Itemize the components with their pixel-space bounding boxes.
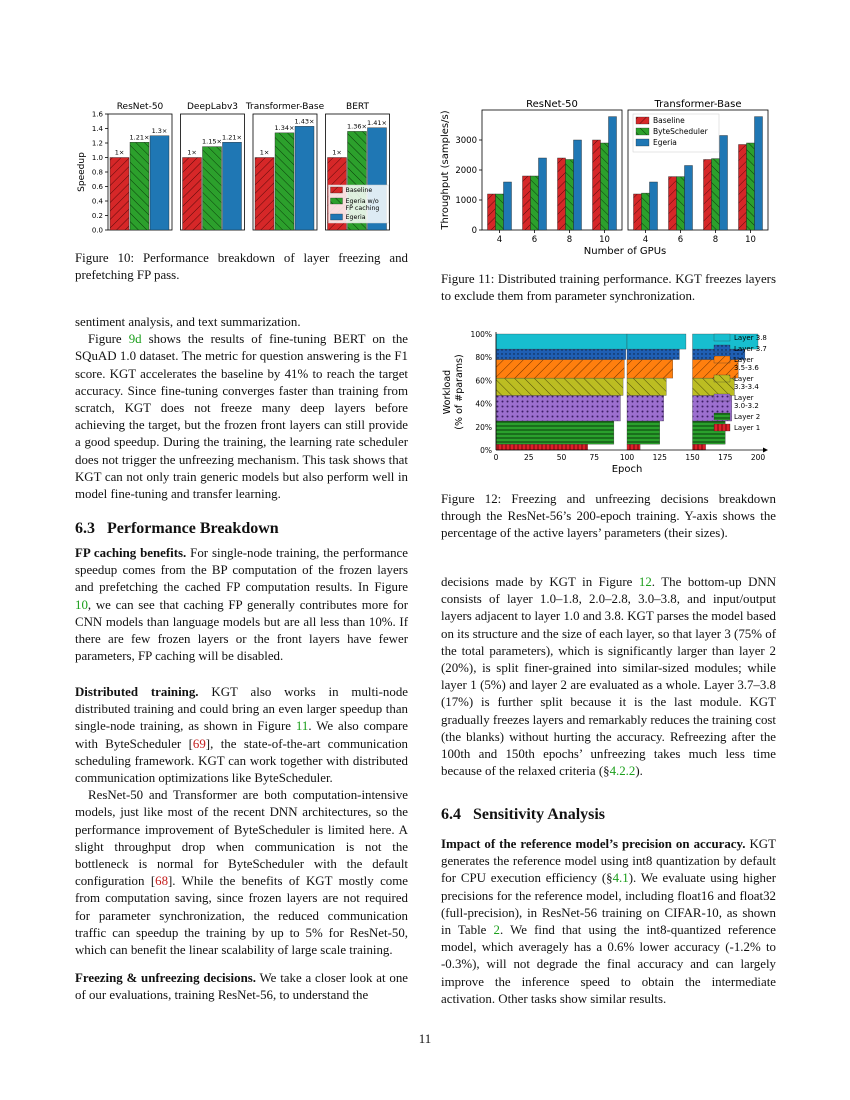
y-axis-label: Workload <box>442 369 453 415</box>
bar <box>203 147 222 230</box>
legend-label: Egeria <box>653 138 677 147</box>
x-tick-label: 150 <box>685 453 700 462</box>
bar <box>574 140 582 230</box>
area-segment <box>496 334 627 349</box>
right-column <box>441 574 776 780</box>
bar <box>650 182 658 230</box>
area-segment <box>627 349 679 359</box>
y-tick-label: 1.2 <box>91 139 103 148</box>
figure-11-caption: Figure 11: Distributed training performance. KGT freezes layers to exclude them from parameter synchronization. <box>441 272 776 304</box>
panel-title: Transformer-Base <box>654 99 742 110</box>
ref-cite-69[interactable]: 69 <box>192 736 206 751</box>
bar-label: 1× <box>187 148 197 157</box>
legend-label: 3.0-3.2 <box>734 402 759 410</box>
section-6-3-heading: 6.3 Performance Breakdown <box>75 520 279 537</box>
y-tick-label: 0 <box>471 226 477 236</box>
y-tick-label: 3000 <box>455 136 477 146</box>
y-tick-label: 1.6 <box>91 110 103 119</box>
bar-label: 1.36× <box>347 122 367 131</box>
bar <box>488 194 496 230</box>
page-number: 11 <box>418 1032 432 1046</box>
x-tick-label: 10 <box>745 235 756 245</box>
legend-swatch <box>714 356 730 363</box>
bar <box>130 142 149 230</box>
bar <box>634 194 642 230</box>
bar <box>223 142 242 230</box>
bar-label: 1.43× <box>294 117 315 126</box>
paragraph-fp-caching: FP caching benefits. For single-node training, the performance speedup comes from the BP computation of the frozen layers and prefetching the cached FP computation results. In Figure 10, we can see that caching FP generally contributes more for CNN models than language models but are all less than 10%. If there are few frozen layers or the front layers have fewer parameters, FP caching will be disabled. <box>75 546 408 664</box>
y-axis-label: Speedup <box>77 152 87 192</box>
y-tick-label: 0.8 <box>91 168 103 177</box>
figure-10-caption: Figure 10: Performance breakdown of layer freezing and prefetching FP pass. <box>75 251 408 283</box>
bar <box>601 143 609 230</box>
figure-12-chart <box>440 324 778 482</box>
panel-title: ResNet-50 <box>116 102 164 112</box>
ref-sec-4-1[interactable]: 4.1 <box>612 871 629 886</box>
area-segment <box>496 395 620 421</box>
bar <box>295 126 314 230</box>
x-tick-label: 10 <box>599 235 610 245</box>
x-tick-label: 0 <box>493 453 499 462</box>
area-segment <box>627 378 666 395</box>
y-tick-label: 40% <box>475 399 492 409</box>
bar <box>558 158 566 230</box>
bar-label: 1.15× <box>202 137 222 146</box>
bar <box>531 176 539 230</box>
panel-title: Transformer-Base <box>245 102 325 112</box>
legend-swatch <box>714 413 730 420</box>
x-tick-label: 8 <box>712 235 719 245</box>
bar-label: 1× <box>259 148 270 157</box>
area-segment <box>496 421 614 444</box>
bar <box>523 176 531 230</box>
legend-swatch <box>714 375 730 382</box>
ref-table-2[interactable]: 2 <box>493 923 500 938</box>
bar <box>255 158 274 231</box>
bar <box>275 133 294 230</box>
legend-swatch <box>331 198 343 204</box>
bar <box>704 160 712 231</box>
y-tick-label: 0.2 <box>91 212 103 220</box>
legend-label: Baseline <box>345 187 373 194</box>
figure-12-caption: Figure 12: Freezing and unfreezing decisions breakdown through the ResNet-56’s 200-epoch training. Y-axis shows the percentage of the active layers’ parameters (their sizes). <box>441 492 776 541</box>
y-tick-label: 1000 <box>455 196 477 206</box>
area-segment <box>693 444 706 450</box>
paragraph-resnet-transformer: ResNet-50 and Transformer are both computation-intensive models, just like most of the recent DNN architectures, so the performance improvement of ByteScheduler is limited here. A slight throughput drop when communication is not the bottleneck is normal for ByteScheduler with the default configuration [68]. While the benefits of KGT mostly come from computation saving, since frozen layers are not required for parameter synchronization, the reduced communication traffic can speedup the training by up to 5% for ResNet-50, which can benefit the linear scalability of large scale training. <box>75 788 408 958</box>
bar <box>712 159 720 230</box>
area-segment <box>496 378 623 395</box>
legend-label: 3.3-3.4 <box>734 383 759 391</box>
legend-swatch <box>636 139 649 146</box>
legend-label: Layer <box>734 394 754 402</box>
bar <box>609 117 617 230</box>
legend-label: ByteScheduler <box>653 127 708 136</box>
y-tick-label: 0.0 <box>91 226 103 235</box>
area-segment <box>627 360 673 379</box>
bar <box>593 140 601 230</box>
bar <box>755 117 763 230</box>
x-tick-label: 4 <box>642 235 649 245</box>
section-6-4-heading: 6.4 Sensitivity Analysis <box>441 806 606 823</box>
ref-fig-10[interactable]: 10 <box>75 597 88 612</box>
legend-swatch <box>714 424 730 431</box>
y-axis-label: Throughput (samples/s) <box>440 110 451 230</box>
y-tick-label: 100% <box>470 330 492 339</box>
legend-label: Layer <box>734 375 754 383</box>
x-axis-label: Number of GPUs <box>583 246 667 257</box>
paragraph-reference-precision: Impact of the reference model’s precision on accuracy. KGT generates the reference model using int8 quantization by default for CPU execution efficiency (§4.1). We evaluate using higher precisions for the reference model, including float16 and float32 (full-precision), in ResNet-56 training on CIFAR-10, as shown in Table 2. We find that using the int8-quantized reference model, which averagely has a 0.6% lower accuracy (-1.2% to -0.3%), will not degrade the final accuracy and can largely improve the inference speed to obtain the intermediate activation. Other tasks show similar results. <box>441 837 776 1006</box>
legend-swatch <box>331 187 343 193</box>
x-tick-label: 100 <box>619 453 635 462</box>
bar <box>566 160 574 231</box>
area-segment <box>627 444 640 450</box>
y-tick-label: 20% <box>475 422 492 432</box>
bar-label: 1.34× <box>274 123 295 132</box>
bar-label: 1× <box>332 148 342 157</box>
legend-swatch <box>331 214 343 220</box>
legend-swatch <box>714 394 730 401</box>
legend-swatch <box>714 334 730 341</box>
bar <box>747 143 755 230</box>
bar-label: 1.3× <box>151 126 168 135</box>
x-tick-label: 25 <box>523 453 534 462</box>
legend-swatch <box>714 345 730 352</box>
x-tick-label: 6 <box>531 235 538 245</box>
ref-fig-12[interactable]: 12 <box>638 575 652 589</box>
x-tick-label: 50 <box>556 453 567 462</box>
y-axis-label-2: (% of #params) <box>454 354 465 430</box>
left-column-4 <box>75 970 408 1004</box>
panel-title: DeepLabv3 <box>186 102 239 112</box>
area-segment <box>496 349 626 359</box>
legend-swatch <box>636 117 649 124</box>
bar <box>504 182 512 230</box>
panel-title: BERT <box>346 102 369 112</box>
paragraph-decisions: decisions made by KGT in Figure 12. The bottom-up DNN consists of layer 1.0–1.8, 2.0–2.8, 3.0–3.8, and input/output layers adjacent to layer 1.0 and 3.8. KGT parses the model based on its structure and the size of each layer, so that layer 3 (75% of the total parameters), which is significantly larger than layer 2 (20%), is split finer-grained into similar-sized modules; while layer 1 (5%) and layer 2 are evaluated as a whole. Layer 3.7–3.8 (17%) is further split because it is the last module. KGT gradually freezes layers and remarkably reduces the training cost (the blanks) without hurting the accuracy. Refreezing after the 100th and 150th epochs’ unfreezing takes much less time because of the relaxed criteria (§4.2.2). <box>441 575 777 779</box>
bar <box>677 177 685 230</box>
y-tick-label: 80% <box>475 353 492 363</box>
bar-label: 1× <box>114 148 125 157</box>
y-tick-label: 0% <box>480 446 492 455</box>
x-tick-label: 8 <box>566 235 573 245</box>
bar <box>110 158 129 231</box>
x-tick-label: 175 <box>718 453 733 462</box>
x-axis-arrow <box>763 448 768 453</box>
x-tick-label: 125 <box>652 453 667 462</box>
bar-label: 1.21× <box>129 133 150 142</box>
paragraph-bert: Figure 9d shows the results of fine-tuning BERT on the SQuAD 1.0 dataset. The metric for question answering is the F1 score. KGT accelerates the baseline by 41% to reach the target accuracy. Since fine-tuning converges faster than training from scratch, KGT does not freeze many deep layers before achieving the target, but the frozen front layers can still provide a good speedup. During the training, the learning rate scheduler does not trigger the unfreezing mechanism. This task shows that KGT can not only train generic models but also perform well in model fine-tuning and transfer learning. <box>75 332 408 502</box>
right-column-2 <box>441 836 776 1008</box>
area-segment <box>496 444 588 450</box>
area-segment <box>627 421 660 444</box>
y-tick-label: 2000 <box>455 166 477 176</box>
paragraph-distributed: Distributed training. KGT also works in multi-node distributed training and could bring an even larger speedup than single-node training, as shown in Figure 11. We also compare with ByteScheduler [69], the state-of-the-art communication scheduling framework. KGT can work together with distributed communication optimizations like ByteScheduler. <box>75 685 408 786</box>
legend-label: Layer 2 <box>734 413 761 421</box>
y-tick-label: 1.4 <box>91 125 103 133</box>
bar <box>685 166 693 231</box>
legend-label: Layer 3.8 <box>734 334 767 342</box>
bar <box>739 145 747 231</box>
area-segment <box>627 334 686 349</box>
left-column-3 <box>75 684 408 959</box>
x-tick-label: 4 <box>496 235 503 245</box>
area-segment <box>496 360 624 379</box>
ref-fig-9d[interactable]: 9d <box>128 332 142 347</box>
area-segment <box>627 395 664 421</box>
bar <box>642 193 650 230</box>
ref-sec-4-2-2[interactable]: 4.2.2 <box>609 764 636 779</box>
y-tick-label: 60% <box>475 376 492 386</box>
bar <box>539 158 547 230</box>
ref-fig-11[interactable]: 11 <box>295 719 309 734</box>
x-tick-label: 200 <box>750 453 766 462</box>
bar <box>669 177 677 230</box>
bar <box>720 136 728 231</box>
y-tick-label: 0.6 <box>91 183 103 191</box>
legend-label: FP caching <box>345 205 380 212</box>
legend-label: Layer 3.7 <box>734 345 767 353</box>
ref-cite-68[interactable]: 68 <box>155 874 169 889</box>
legend-label: Layer 1 <box>734 424 761 432</box>
legend-label: Egeria w/o <box>345 198 379 205</box>
y-tick-label: 1.0 <box>91 154 103 162</box>
bar <box>150 136 169 230</box>
legend-label: Layer <box>734 356 754 364</box>
left-column <box>75 314 408 503</box>
bar-label: 1.41× <box>367 118 387 127</box>
y-tick-label: 0.4 <box>91 197 103 206</box>
panel-title: ResNet-50 <box>526 99 578 110</box>
figure-10-chart <box>72 96 412 244</box>
x-tick-label: 75 <box>589 453 600 462</box>
legend-label: Baseline <box>653 116 685 125</box>
legend-label: Egeria <box>345 214 366 221</box>
legend-swatch <box>636 128 649 135</box>
bar <box>496 194 504 230</box>
x-tick-label: 6 <box>677 235 684 245</box>
bar-label: 1.21× <box>222 133 242 142</box>
bar <box>183 158 202 231</box>
figure-11-chart <box>438 96 778 262</box>
x-axis-label: Epoch <box>611 464 643 475</box>
left-column-2 <box>75 545 408 665</box>
legend-label: 3.5-3.6 <box>734 364 759 372</box>
paragraph-sentiment: sentiment analysis, and text summarization. <box>75 315 301 329</box>
paragraph-freezing-decisions: Freezing & unfreezing decisions. We take a closer look at one of our evaluations, training ResNet-56, to understand the <box>75 971 408 1003</box>
